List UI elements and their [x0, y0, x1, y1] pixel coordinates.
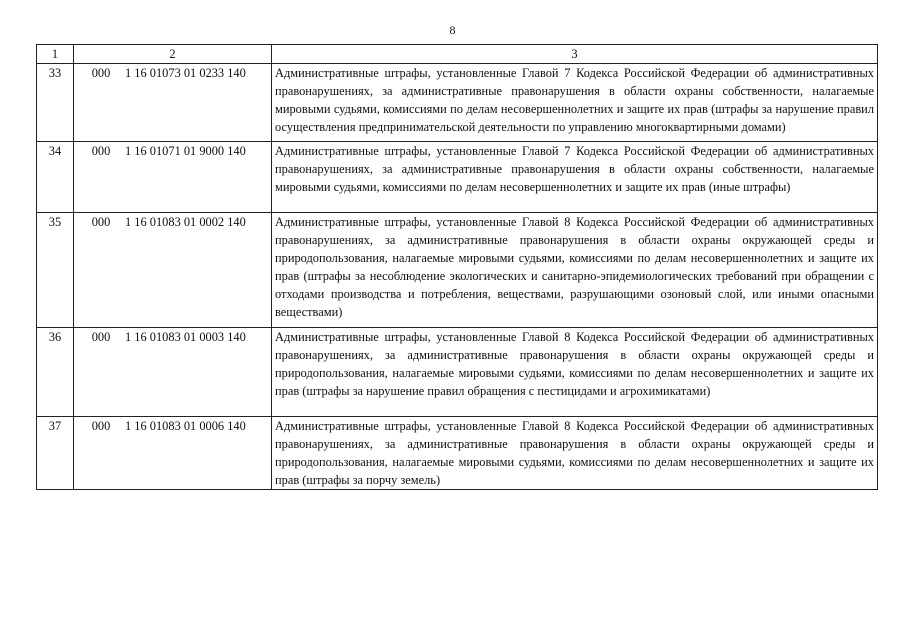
kbk-code: 1 16 01083 01 0006 140 [125, 419, 246, 433]
budget-code-cell [74, 417, 272, 490]
admin-code: 000 [91, 419, 111, 433]
description-cell [272, 142, 878, 213]
description-text: Административные штрафы, установленные Главой 8 Кодекса Российской Федерации об административных правонарушениях, за административные правонарушения в области охраны окружающей среды и природопользования, налагаемые мировыми судьями, комиссиями по делам несовершеннолетних и защите их прав (штрафы за порчу земель) [275, 419, 874, 487]
kbk-code: 1 16 01071 01 9000 140 [125, 144, 246, 158]
table-row [37, 213, 878, 328]
description-text: Административные штрафы, установленные Главой 8 Кодекса Российской Федерации об административных правонарушениях, за административные правонарушения в области охраны окружающей среды и природопользования, налагаемые мировыми судьями, комиссиями по делам несовершеннолетних и защите их прав (штрафы за нарушение правил обращения с пестицидами и агрохимикатами) [275, 330, 874, 398]
row-number: 35 [37, 213, 74, 328]
column-header-1: 1 [37, 45, 74, 64]
kbk-code: 1 16 01083 01 0002 140 [125, 215, 246, 229]
description-text: Административные штрафы, установленные Главой 8 Кодекса Российской Федерации об административных правонарушениях, за административные правонарушения в области охраны окружающей среды и природопользования, налагаемые мировыми судьями, комиссиями по делам несовершеннолетних и защите их прав (штрафы за несоблюдение экологических и санитарно-эпидемиологических требований при обращении с отходами производства и потребления, веществами, разрушающими озоновый слой, или иными опасными веществами) [275, 215, 874, 319]
table-row [37, 328, 878, 417]
table-row [37, 417, 878, 490]
admin-code: 000 [91, 330, 111, 344]
table-row [37, 64, 878, 142]
row-number: 36 [37, 328, 74, 417]
description-cell [272, 64, 878, 142]
column-header-2: 2 [74, 45, 272, 64]
admin-code: 000 [91, 66, 111, 80]
description-text: Административные штрафы, установленные Главой 7 Кодекса Российской Федерации об административных правонарушениях, за административные правонарушения в области охраны собственности, налагаемые мировыми судьями, комиссиями по делам несовершеннолетних и защите их прав (иные штрафы) [275, 144, 874, 194]
admin-code: 000 [91, 144, 111, 158]
description-cell [272, 417, 878, 490]
admin-code: 000 [91, 215, 111, 229]
kbk-code: 1 16 01083 01 0003 140 [125, 330, 246, 344]
description-cell [272, 328, 878, 417]
budget-code-cell [74, 213, 272, 328]
budget-code-cell [74, 142, 272, 213]
row-number: 37 [37, 417, 74, 490]
budget-code-cell [74, 328, 272, 417]
description-cell [272, 213, 878, 328]
description-text: Административные штрафы, установленные Главой 7 Кодекса Российской Федерации об административных правонарушениях, за административные правонарушения в области охраны собственности, налагаемые мировыми судьями, комиссиями по делам несовершеннолетних и защите их прав (штрафы за нарушение правил осуществления предпринимательской деятельности по управлению многоквартирными домами) [275, 66, 874, 134]
row-number: 34 [37, 142, 74, 213]
page-number: 8 [449, 23, 456, 37]
column-header-3: 3 [272, 45, 878, 64]
kbk-code: 1 16 01073 01 0233 140 [125, 66, 246, 80]
table-row [37, 142, 878, 213]
budget-code-cell [74, 64, 272, 142]
table-header-row [37, 45, 878, 64]
row-number: 33 [37, 64, 74, 142]
budget-codes-table [36, 44, 878, 490]
